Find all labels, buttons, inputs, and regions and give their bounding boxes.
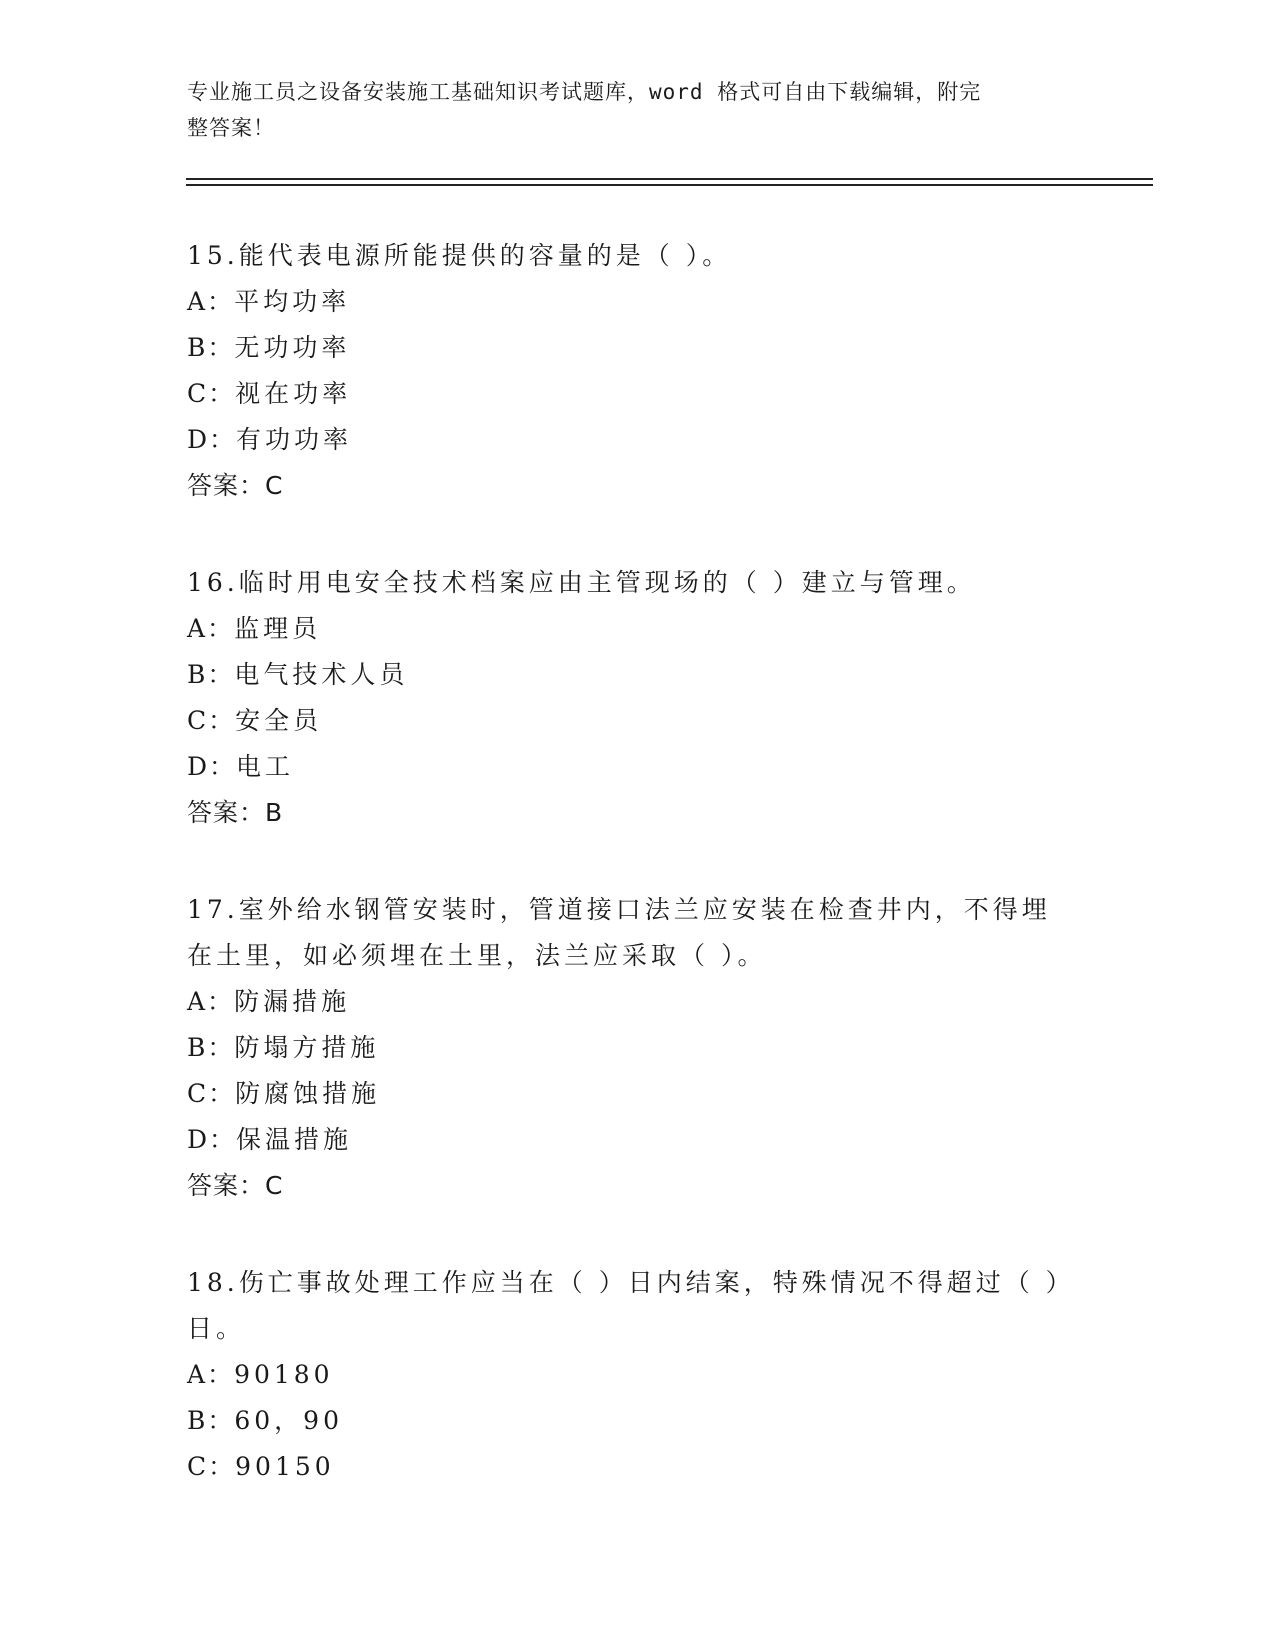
document-header [187,74,1067,146]
option-text: 无功功率 [234,333,351,362]
question-text [187,887,1077,979]
option-text: 监理员 [234,614,322,643]
option-text: 防腐蚀措施 [235,1079,381,1108]
question-number: 18. [187,1268,239,1297]
option-b [187,652,1087,698]
option-d [187,417,1087,463]
option-letter: A： [187,287,235,316]
question-number: 16. [187,568,239,597]
option-text: 有功功率 [236,425,353,454]
option-letter: A： [187,987,235,1016]
option-letter: D： [187,752,237,781]
option-b [187,1025,1087,1071]
question-number: 17. [187,895,239,924]
option-letter: B： [187,1406,235,1435]
option-text: 电工 [236,752,295,781]
question-16 [187,560,1087,836]
header-line-2: 整答案！ [187,116,275,140]
question-body: 伤亡事故处理工作应当在（ ）日内结案，特殊情况不得超过（ ）日。 [187,1268,1075,1343]
question-17 [187,887,1087,1209]
option-text: 电气技术人员 [234,660,409,689]
option-c [187,698,1087,744]
option-letter: C： [187,1079,236,1108]
option-a [187,279,1087,325]
option-text: 视在功率 [235,379,352,408]
option-letter: B： [187,1033,235,1062]
option-letter: C： [187,1452,236,1481]
option-c [187,1444,1087,1490]
option-letter: B： [187,660,235,689]
option-text: 防塌方措施 [234,1033,380,1062]
option-c [187,1071,1087,1117]
question-text [187,560,1077,606]
question-body: 能代表电源所能提供的容量的是（ ）。 [238,241,732,270]
option-text: 90180 [234,1360,334,1389]
option-c [187,371,1087,417]
option-text: 防漏措施 [234,987,351,1016]
question-list [187,233,1087,1541]
question-18 [187,1260,1087,1490]
option-letter: D： [187,425,237,454]
option-letter: C： [187,379,236,408]
option-a [187,1352,1087,1398]
option-text: 保温措施 [236,1125,353,1154]
option-letter: C： [187,706,236,735]
option-b [187,325,1087,371]
answer-line: 答案：C [187,471,284,500]
option-letter: B： [187,333,235,362]
option-text: 平均功率 [234,287,351,316]
question-body: 临时用电安全技术档案应由主管现场的（ ）建立与管理。 [238,568,976,597]
header-line-1: 专业施工员之设备安装施工基础知识考试题库，word 格式可自由下载编辑，附完 [187,80,982,104]
header-divider-bottom [186,184,1153,186]
answer-line: 答案：C [187,1171,284,1200]
option-a [187,979,1087,1025]
option-text: 60，90 [234,1406,343,1435]
option-d [187,744,1087,790]
header-divider-top [186,178,1153,180]
answer-line: 答案：B [187,798,284,827]
option-text: 安全员 [235,706,323,735]
option-d [187,1117,1087,1163]
option-b [187,1398,1087,1444]
option-letter: A： [187,1360,235,1389]
option-letter: D： [187,1125,237,1154]
question-text [187,1260,1077,1352]
option-text: 90150 [235,1452,335,1481]
question-text [187,233,1077,279]
question-number: 15. [187,241,239,270]
option-letter: A： [187,614,235,643]
question-15 [187,233,1087,509]
question-body: 室外给水钢管安装时，管道接口法兰应安装在检查井内，不得埋在土里，如必须埋在土里，法兰应采取（ ）。 [187,895,1051,970]
option-a [187,606,1087,652]
